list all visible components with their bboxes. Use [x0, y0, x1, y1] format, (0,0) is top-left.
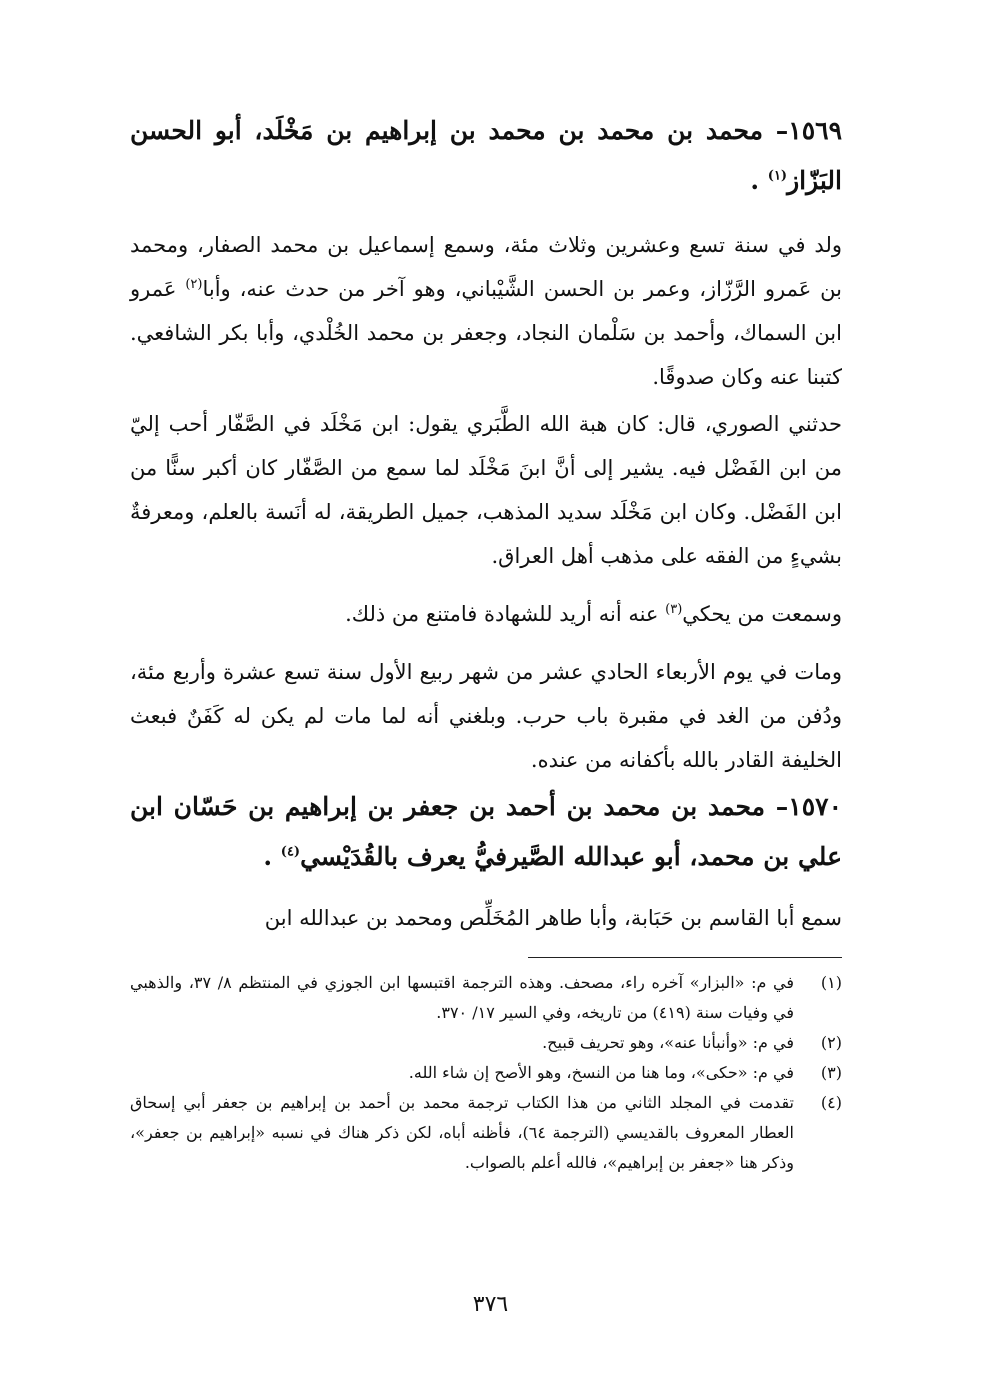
entry-1569-paragraph-1 [130, 223, 842, 399]
footnote-3 [130, 1058, 842, 1088]
entry-1569-paragraph-2 [130, 402, 842, 578]
entry-1570-heading [130, 782, 842, 882]
footnote-4 [130, 1088, 842, 1178]
paragraph-text: حدثني الصوري، قال: كان هبة الله الطَّبَري يقول: ابن مَخْلَد في الصَّفّار أحب إليّ من ابن الفَضْل فيه. يشير إلى أنَّ ابنَ مَخْلَد لما سمع من الصَّفّار كان أكبر سنًّا من ابن الفَضْل. وكان ابن مَخْلَد سديد المذهب، جميل الطريقة، له أنَسة بالعلم، ومعرفةٌ بشيءٍ من الفقه على مذهب أهل العراق. [130, 412, 842, 568]
entry-1569-paragraph-4 [130, 650, 842, 782]
footnote-text: في م: «البزار» آخره راء، مصحف. وهذه الترجمة اقتبسها ابن الجوزي في المنتظم ٨/ ٣٧، والذهبي في وفيات سنة (٤١٩) من تاريخه، وفي السير ١٧/ ٣٧٠. [130, 973, 795, 1022]
footnote-separator [528, 957, 842, 958]
page-number: ٣٧٦ [472, 1292, 509, 1317]
paragraph-text: ولد في سنة تسع وعشرين وثلاث مئة، وسمع إسماعيل بن محمد الصفار، ومحمد بن عَمرو الرَّزّاز، وعمر بن الحسن الشَّيْباني، وهو آخر من حدث عنه، وأبا [130, 233, 842, 301]
heading-end-mark: . [263, 842, 273, 871]
footnote-ref-1: (١) [767, 168, 788, 184]
footnote-1 [130, 968, 842, 1028]
footnote-number: (٤) [820, 1093, 842, 1112]
footnote-number: (٣) [820, 1063, 842, 1082]
footnote-text: في م: «وأنبأنا عنه»، وهو تحريف قبيح. [542, 1033, 794, 1052]
entry-1570-heading-text: ١٥٧٠– محمد بن محمد بن أحمد بن جعفر بن إبراهيم بن حَسّان ابن علي بن محمد، أبو عبدالله الصَّيرفيُّ يعرف بالقُدَيْسي [130, 792, 842, 871]
entry-1569-heading [130, 106, 842, 206]
footnote-2 [130, 1028, 842, 1058]
footnote-text: في م: «حكى»، وما هنا من النسخ، وهو الأصح إن شاء الله. [408, 1063, 794, 1082]
paragraph-text: عَمرو ابن السماك، وأحمد بن سَلْمان النجاد، وجعفر بن محمد الخُلْدي، وأبا بكر الشافعي. كتبنا عنه وكان صدوقًا. [130, 277, 842, 389]
heading-end-mark: . [750, 166, 760, 195]
paragraph-text: سمع أبا القاسم بن حَبَابة، وأبا طاهر المُخَلِّص ومحمد بن عبدالله ابن [264, 906, 842, 930]
footnote-ref-4: (٤) [280, 844, 301, 860]
entry-1569-paragraph-3 [130, 592, 842, 636]
entry-1570-paragraph-1 [130, 896, 842, 940]
entry-1569-heading-text: ١٥٦٩– محمد بن محمد بن محمد بن إبراهيم بن مَخْلَد، أبو الحسن البَزّاز [130, 116, 842, 195]
footnotes [130, 968, 842, 1178]
footnote-number: (٢) [820, 1033, 842, 1052]
footnote-ref-3: (٣) [665, 602, 683, 617]
footnote-number: (١) [820, 973, 842, 992]
paragraph-text: ومات في يوم الأربعاء الحادي عشر من شهر ربيع الأول سنة تسع عشرة وأربع مئة، ودُفن من الغد في مقبرة باب حرب. وبلغني أنه لما مات لم يكن له كَفَنٌ فبعث الخليفة القادر بالله بأكفانه من عنده. [130, 660, 842, 772]
footnote-ref-2: (٢) [185, 277, 203, 292]
paragraph-text: عنه أنه أريد للشهادة فامتنع من ذلك. [345, 602, 666, 626]
paragraph-text: وسمعت من يحكي [682, 602, 842, 626]
footnote-text: تقدمت في المجلد الثاني من هذا الكتاب ترجمة محمد بن أحمد بن إبراهيم بن جعفر أبي إسحاق العطار المعروف بالقديسي (الترجمة ٦٤)، فأظنه أباه، لكن ذكر هناك في نسبه «إبراهيم بن جعفر»، وذكر هنا «جعفر بن إبراهيم»، فالله أعلم بالصواب. [130, 1093, 795, 1172]
